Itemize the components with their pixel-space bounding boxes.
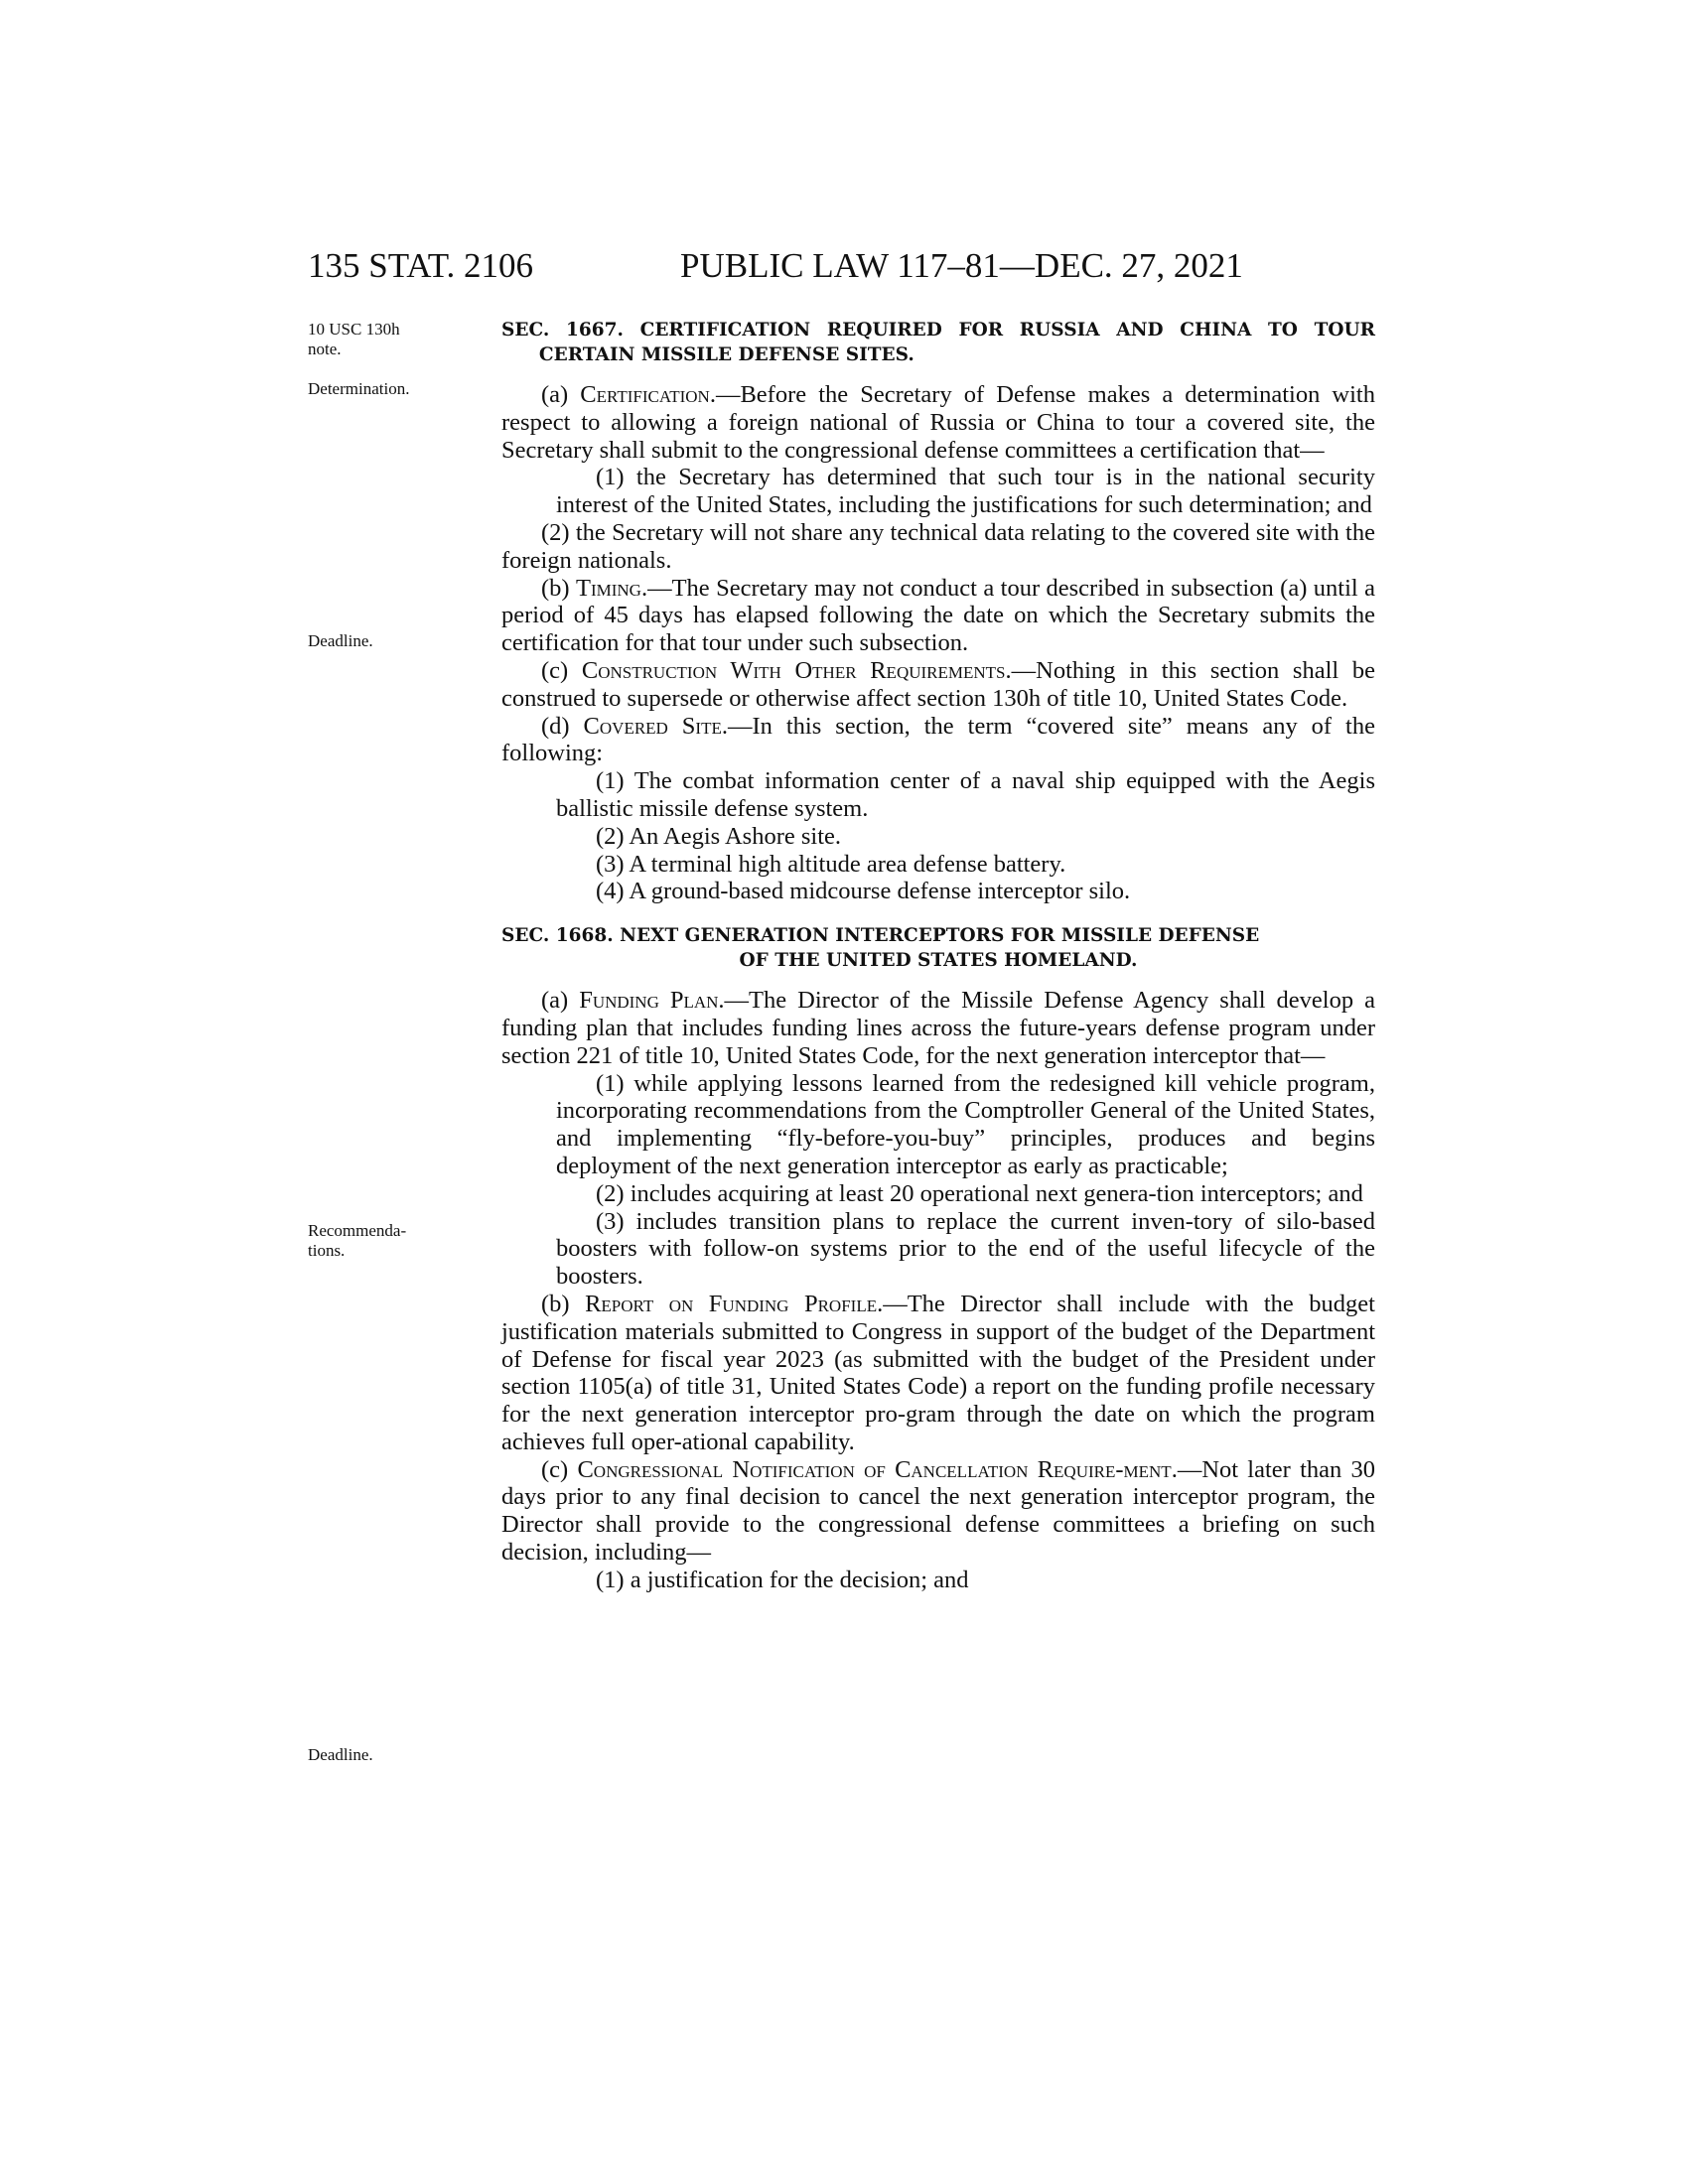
sec1668-a-text: .—The Director of the Missile Defense Agency shall develop a funding plan that includes funding lines across the future-years defense program under section 221 of title 10, United States Code, for the next generation interceptor that— [501,987,1375,1069]
stat-page-number: 135 STAT. 2106 [308,246,533,285]
sec1668-a-paragraph-3: (3) includes transition plans to replace the current inven-tory of silo-based boosters with follow-on systems prior to the end of the useful lifecycle of the boosters. [556,1207,1375,1291]
sec1667-c-text: .—Nothing in this section shall be construed to supersede or otherwise affect section 130h of title 10, United States Code. [501,656,1375,712]
sec1667-d-paragraph-1: (1) The combat information center of a naval ship equipped with the Aegis ballistic missile defense system. [556,767,1375,822]
sec1667-c-label: (c) [541,656,582,684]
sec1667-subsection-b [501,575,1375,657]
margin-note-determination: Determination. [308,379,410,398]
sec1668-a-caption: Funding Plan [579,987,719,1015]
sec1667-d-paragraph-3: (3) A terminal high altitude area defense battery. [596,850,1066,878]
sec1667-a-paragraph-2: (2) the Secretary will not share any technical data relating to the covered site with the foreign nationals. [501,518,1375,574]
sec1667-a-label: (a) [541,381,581,408]
sec1667-subsection-a [501,381,1375,464]
sec1668-subsection-a [501,987,1375,1069]
margin-note-usc-line2: note. [308,340,342,358]
sec1667-subsection-d [501,713,1375,768]
margin-note-deadline-1: Deadline. [308,631,373,650]
sec1668-c-caption: Congressional Notification of Cancellation Require-ment [577,1455,1172,1483]
sec1667-d-caption: Covered Site [583,712,722,740]
sec1667-a-paragraph-1: (1) the Secretary has determined that such tour is in the national security interest of the United States, including the justifications for such determination; and [556,464,1375,519]
section-1668-heading-line2: OF THE UNITED STATES HOMELAND. [739,950,1138,972]
sec1667-d-paragraph-2: (2) An Aegis Ashore site. [596,822,842,850]
sec1667-c-caption: Construction With Other Requirements [581,656,1006,684]
document-body [501,318,1375,1594]
margin-note-usc-line1: 10 USC 130h [308,320,400,339]
sec1668-b-text: .—The Director shall include with the budget justification materials submitted to Congress in support of the budget of the Department of Defense for fiscal year 2023 (as submitted with the budget of the President under section 1105(a) of title 31, United States Code) a report on the funding profile necessary for the next generation interceptor pro-gram through the date on which the program achieves full oper-ational capability. [501,1290,1375,1455]
margin-note-recommendations [308,1221,457,1261]
sec1667-d-text: .—In this section, the term “covered site” means any of the following: [501,712,1375,767]
sec1667-b-caption: Timing [576,574,641,602]
sec1667-d-paragraph-4: (4) A ground-based midcourse defense interceptor silo. [596,878,1131,905]
public-law-citation: PUBLIC LAW 117–81—DEC. 27, 2021 [680,246,1243,285]
sec1668-a-paragraph-1: (1) while applying lessons learned from the redesigned kill vehicle program, incorporating recommendations from the Comptroller General of the United States, and implementing “fly-before-you-buy” principles, produces and begins deployment of the next generation interceptor as early as practicable; [556,1069,1375,1179]
sec1667-subsection-c [501,657,1375,713]
section-1667-heading: SEC. 1667. CERTIFICATION REQUIRED FOR RUSSIA AND CHINA TO TOUR CERTAIN MISSILE DEFENSE SITES. [501,320,1375,365]
sec1668-c-paragraph-1: (1) a justification for the decision; and [596,1566,969,1593]
sec1668-c-text: .—Not later than 30 days prior to any final decision to cancel the next generation interceptor program, the Director shall provide to the congressional defense committees a briefing on such decision, including— [501,1455,1376,1567]
sec1667-b-label: (b) [541,574,576,602]
sec1668-c-label: (c) [541,1455,578,1483]
sec1668-subsection-c [501,1456,1375,1567]
sec1668-a-paragraph-2: (2) includes acquiring at least 20 operational next genera-tion interceptors; and [596,1179,1363,1207]
margin-note-usc [308,320,457,359]
margin-note-deadline-2: Deadline. [308,1745,373,1764]
margin-note-recommendations-line1: Recommenda- [308,1221,407,1240]
sec1668-b-caption: Report on Funding Profile [585,1290,878,1317]
section-1668-heading-line1: SEC. 1668. NEXT GENERATION INTERCEPTORS FOR MISSILE DEFENSE [501,925,1260,947]
sec1668-a-label: (a) [541,987,580,1015]
margin-note-recommendations-line2: tions. [308,1241,346,1260]
sec1668-b-label: (b) [541,1290,586,1317]
sec1667-a-text: .—Before the Secretary of Defense makes a determination with respect to allowing a foreign national of Russia or China to tour a covered site, the Secretary shall submit to the congressional defense committees a certification that— [501,381,1375,464]
sec1667-d-label: (d) [541,712,584,740]
sec1668-subsection-b [501,1291,1375,1456]
sec1667-b-text: .—The Secretary may not conduct a tour described in subsection (a) until a period of 45 days has elapsed following the date on which the Secretary submits the certification for that tour under such subsection. [501,574,1375,657]
sec1667-a-caption: Certification [580,381,710,408]
